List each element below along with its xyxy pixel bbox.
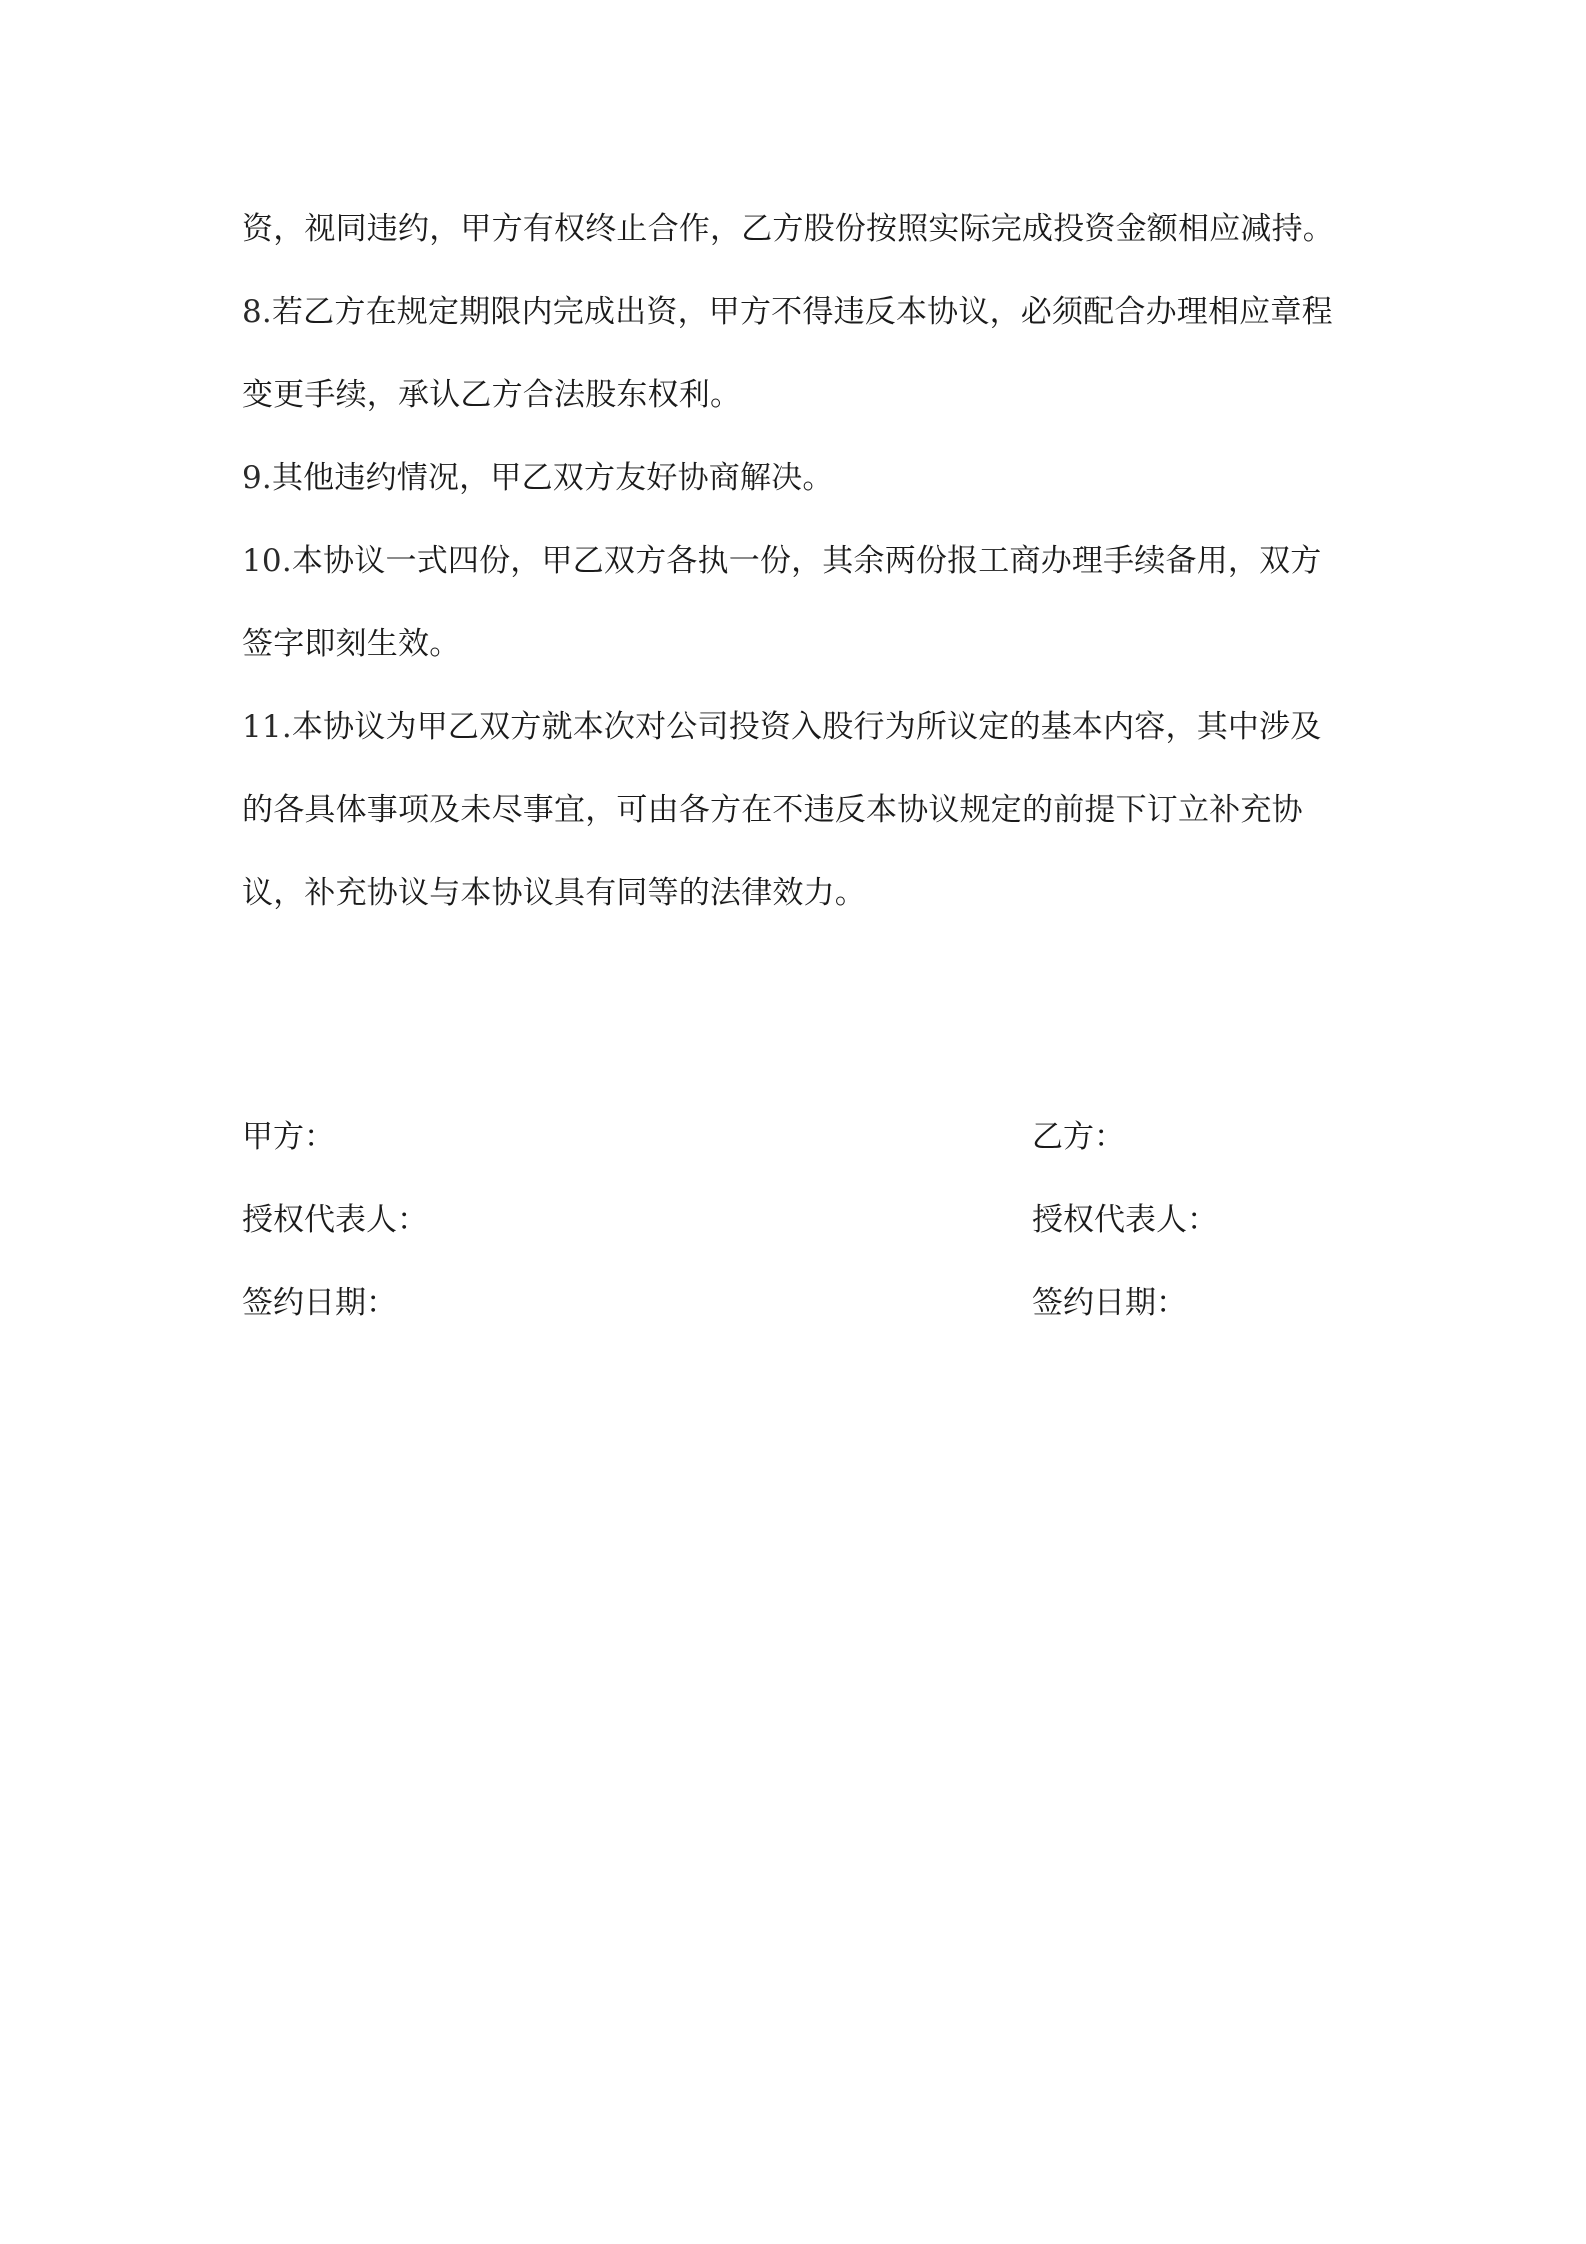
party-b-date-label: 签约日期： <box>1032 1285 1187 1321</box>
line-text: 资，视同违约，甲方有权终止合作，乙方股份按照实际完成投资金额相应减持。 <box>242 211 1334 247</box>
party-a-label: 甲方： <box>242 1119 335 1155</box>
clause-number: 9. <box>242 460 272 496</box>
clause-8-line-2 <box>242 375 741 415</box>
clause-11-line-3 <box>242 873 866 913</box>
line-text: 变更手续，承认乙方合法股东权利。 <box>242 377 742 413</box>
clause-number: 10. <box>242 543 292 579</box>
line-text: 议，补充协议与本协议具有同等的法律效力。 <box>242 875 866 911</box>
clause-11-line-1 <box>242 707 1322 747</box>
line-text: 若乙方在规定期限内完成出资，甲方不得违反本协议，必须配合办理相应章程 <box>271 294 1333 330</box>
clause-11-line-2 <box>242 790 1303 830</box>
clause-10-line-1 <box>242 541 1322 581</box>
party-a-representative-label: 授权代表人： <box>242 1202 428 1238</box>
line-text: 本协议一式四份，甲乙双方各执一份，其余两份报工商办理手续备用，双方 <box>291 543 1322 579</box>
clause-number: 8. <box>242 294 272 330</box>
party-b-representative-label: 授权代表人： <box>1032 1202 1218 1238</box>
line-text: 的各具体事项及未尽事宜，可由各方在不违反本协议规定的前提下订立补充协 <box>242 792 1303 828</box>
line-text: 本协议为甲乙双方就本次对公司投资入股行为所议定的基本内容，其中涉及 <box>291 709 1322 745</box>
clause-9-line-1 <box>242 458 834 498</box>
clause-8-line-1 <box>242 292 1333 332</box>
clause-number: 11. <box>242 709 292 745</box>
line-text: 签字即刻生效。 <box>242 626 461 662</box>
party-b-label: 乙方： <box>1032 1119 1125 1155</box>
party-a-date-label: 签约日期： <box>242 1285 397 1321</box>
clause-10-line-2 <box>242 624 460 664</box>
paragraph-line <box>242 209 1334 249</box>
line-text: 其他违约情况，甲乙双方友好协商解决。 <box>271 460 834 496</box>
